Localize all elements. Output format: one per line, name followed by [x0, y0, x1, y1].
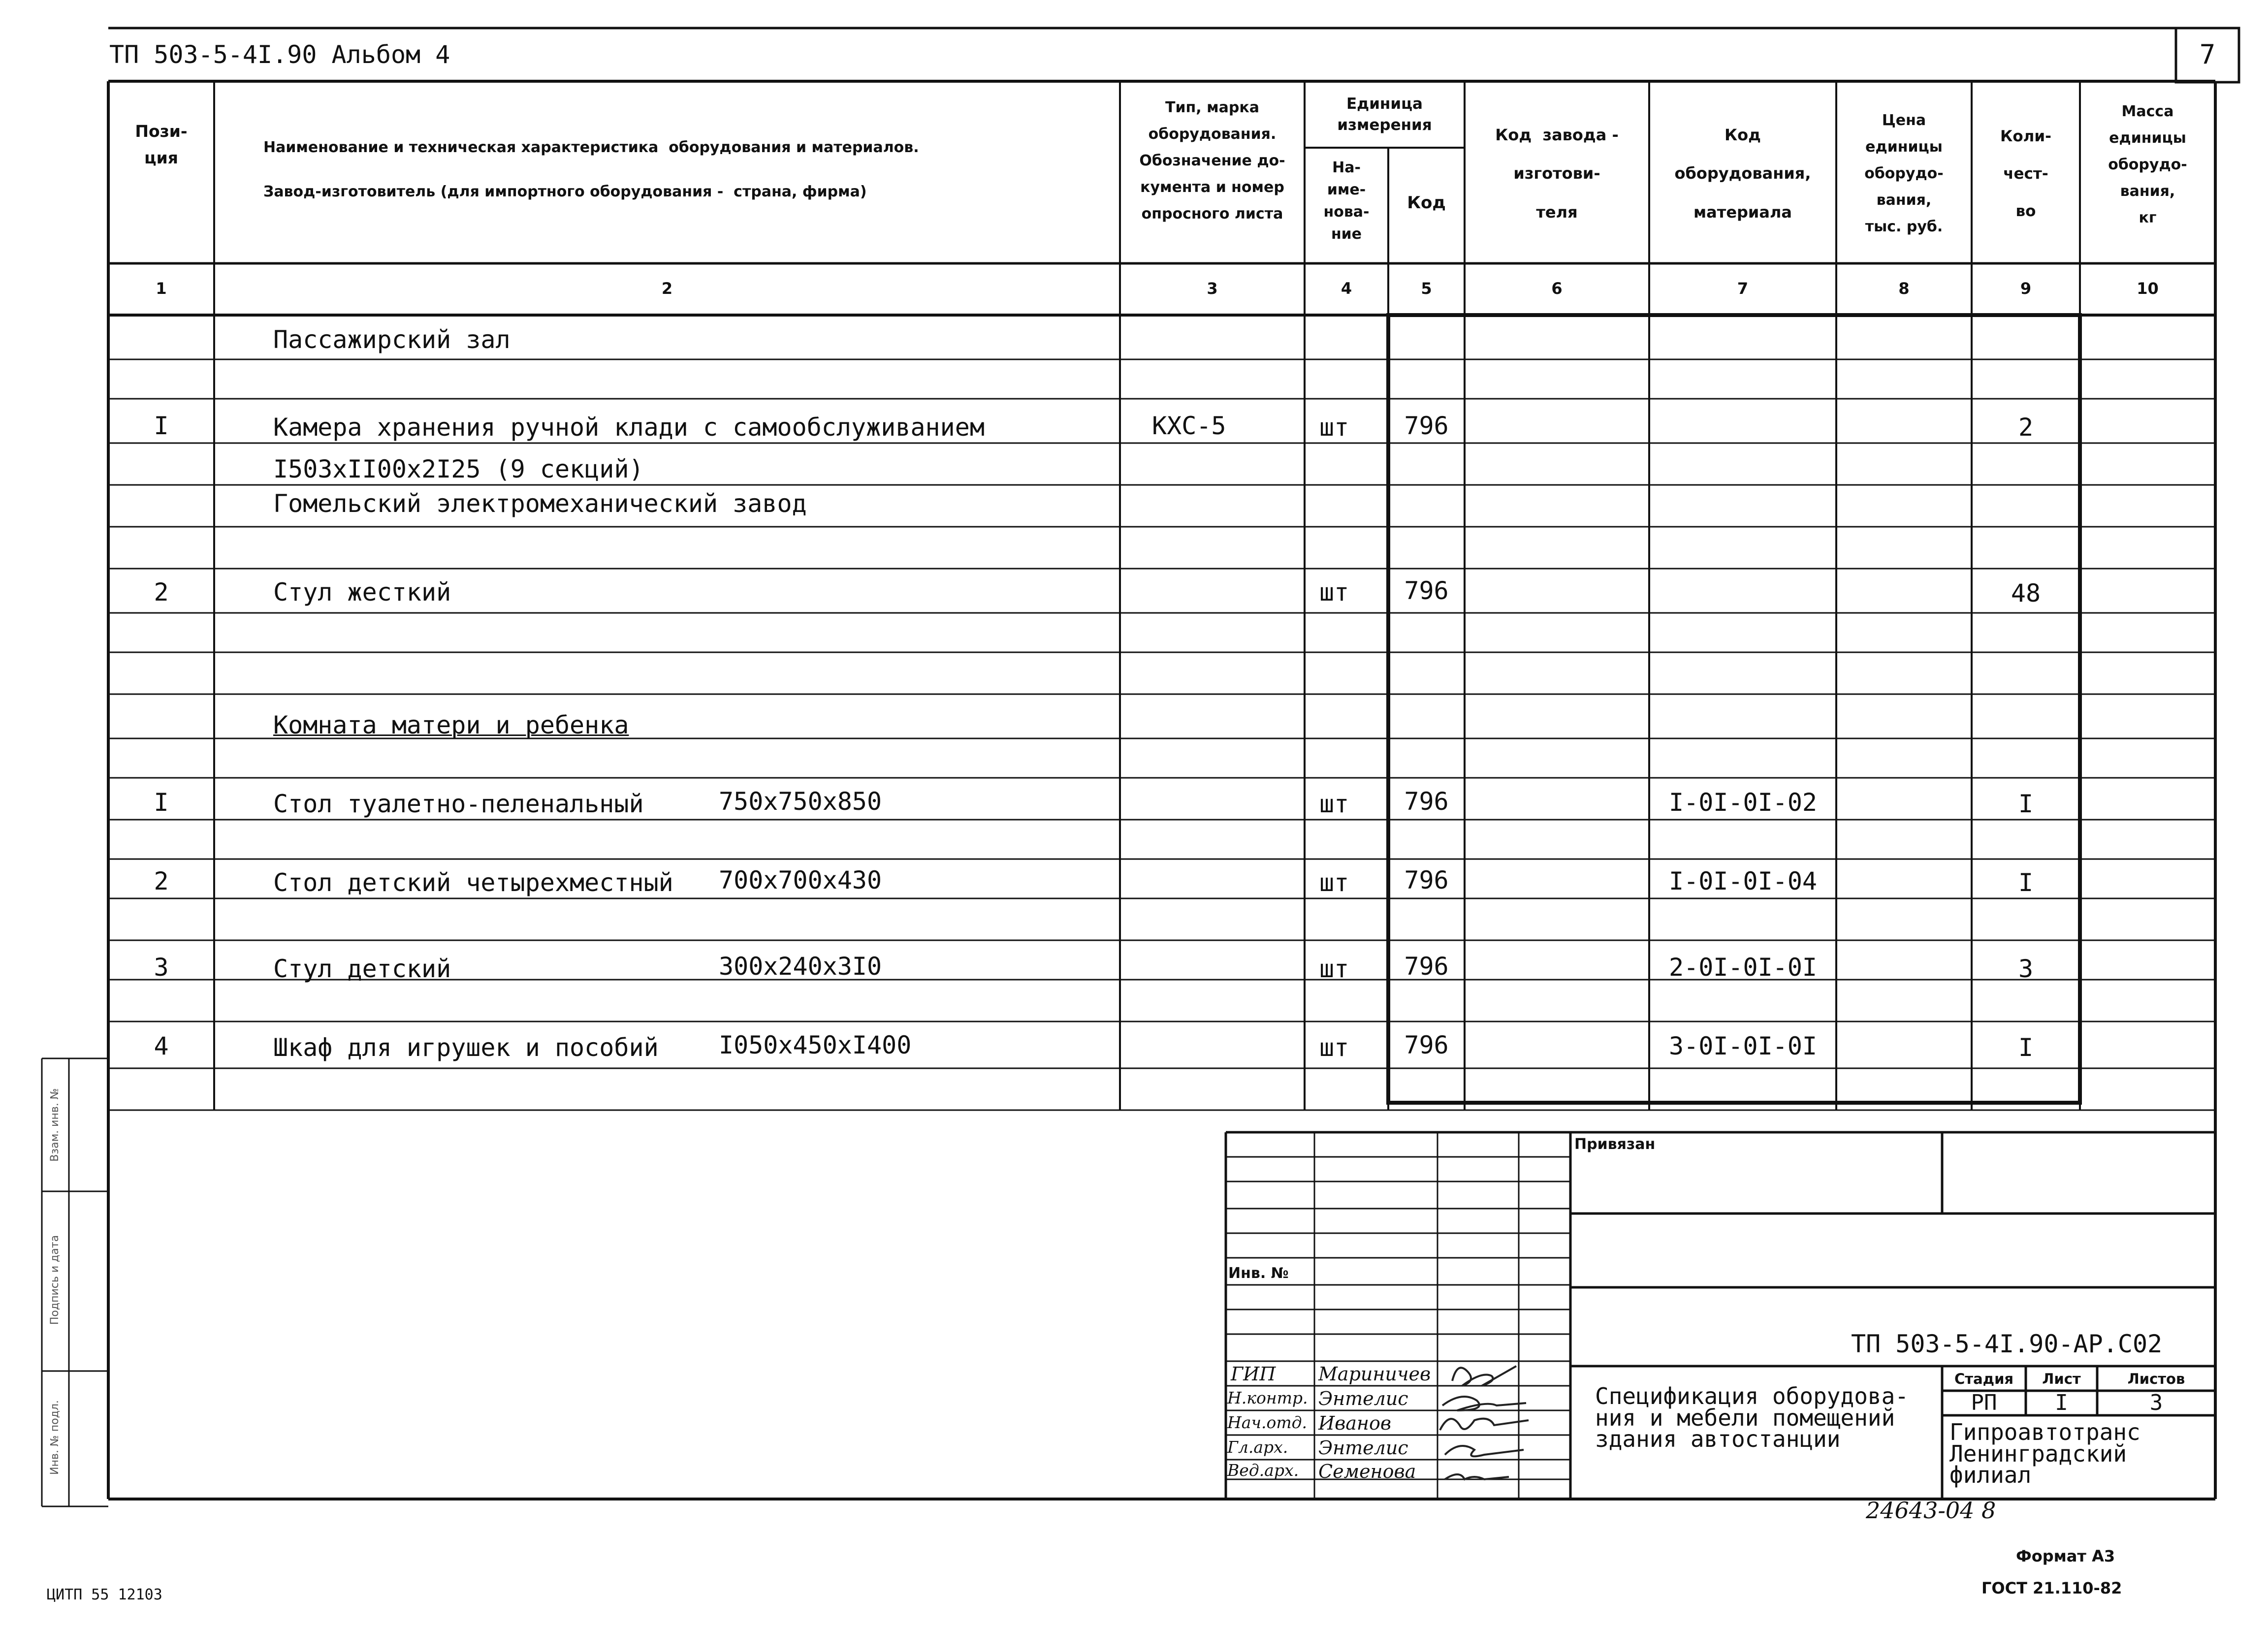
row-dimensions: 700x700x430	[719, 866, 882, 894]
row-quantity: I	[2018, 790, 2034, 818]
gost-label: ГОСТ 21.110-82	[1981, 1579, 2122, 1597]
side-stamp-label: Подпись и дата	[49, 1235, 61, 1325]
print-code: ЦИТП 55 12103	[47, 1586, 162, 1603]
stamp-role: ГИП	[1231, 1363, 1276, 1385]
row-unit-code: 796	[1404, 1031, 1449, 1059]
stamp-stage-value: РП	[1971, 1390, 1997, 1415]
row-equipment-code: 3-0I-0I-0I	[1669, 1032, 1818, 1060]
row-unit: шт	[1319, 578, 1349, 607]
side-stamp-label: Инв. № подл.	[49, 1400, 61, 1475]
row-dimensions: I050x450xI400	[719, 1031, 912, 1059]
row-unit-code: 796	[1404, 576, 1449, 605]
column-header-mass: Масса единицы оборудо- вания, кг	[2108, 103, 2187, 226]
column-number-5: 5	[1421, 279, 1432, 298]
document-header: ТП 503-5-4I.90 Альбом 4	[109, 40, 450, 69]
row-position: 2	[154, 867, 169, 895]
row-quantity: 48	[2011, 579, 2041, 607]
column-header-price: Цена единицы оборудо- вания, тыс. руб.	[1864, 112, 1944, 235]
column-number-4: 4	[1341, 279, 1352, 298]
side-stamp-label: Взам. инв. №	[49, 1088, 61, 1162]
stamp-role: Нач.отд.	[1227, 1413, 1308, 1432]
row-name: Камера хранения ручной клади с самообслуживанием	[273, 413, 985, 442]
stamp-inventory-label: Инв. №	[1228, 1265, 1289, 1282]
column-number-2: 2	[661, 279, 673, 298]
row-equipment-code: I-0I-0I-02	[1669, 788, 1818, 817]
stamp-person-name: Мариничев	[1318, 1363, 1431, 1385]
stamp-role: Вед.арх.	[1227, 1461, 1299, 1480]
column-number-6: 6	[1551, 279, 1563, 298]
row-quantity: I	[2018, 868, 2034, 897]
column-number-7: 7	[1737, 279, 1749, 298]
row-name: Шкаф для игрушек и пособий	[273, 1033, 659, 1062]
row-equipment-code: I-0I-0I-04	[1669, 867, 1818, 895]
page-number: 7	[2199, 39, 2216, 70]
column-header-maker-code: Код завода - изготови- теля	[1495, 126, 1619, 222]
stamp-stage-label: Стадия	[1954, 1371, 2014, 1387]
stamp-sheet-value: I	[2055, 1390, 2068, 1415]
stamp-privyazan-label: Привязан	[1574, 1136, 1656, 1153]
column-header-unit-group: Единица измерения	[1337, 95, 1432, 134]
stamp-person-name: Энтелис	[1318, 1388, 1408, 1409]
row-position: 4	[154, 1032, 169, 1060]
stamp-document-title: Спецификация оборудова- ния и мебели помещений здания автостанции	[1595, 1383, 1909, 1453]
column-number-3: 3	[1207, 279, 1218, 298]
section-heading: Комната матери и ребенка	[273, 711, 629, 739]
column-header-type: Тип, марка оборудования. Обозначение до- кумента и номер опросного листа	[1139, 99, 1285, 223]
column-header-unit-code: Код	[1407, 193, 1446, 213]
column-header-equipment-code: Код оборудования, материала	[1674, 126, 1811, 222]
row-position: I	[154, 788, 169, 817]
stamp-sheet-label: Лист	[2042, 1371, 2081, 1387]
stamp-person-name: Энтелис	[1318, 1437, 1408, 1459]
row-unit: шт	[1319, 955, 1349, 983]
row-position: 2	[154, 578, 169, 607]
row-name: Стул жесткий	[273, 578, 451, 607]
stamp-person-name: Иванов	[1318, 1412, 1391, 1434]
row-unit-code: 796	[1404, 412, 1449, 440]
format-label: Формат А3	[2016, 1547, 2115, 1565]
stamp-role: Н.контр.	[1227, 1388, 1308, 1407]
row-position: I	[154, 412, 169, 440]
row-unit-code: 796	[1404, 952, 1449, 981]
column-number-9: 9	[2020, 279, 2032, 298]
row-unit: шт	[1319, 1033, 1349, 1062]
row-dimensions: 750x750x850	[719, 787, 882, 816]
stamp-sheets-label: Листов	[2127, 1371, 2185, 1387]
stamp-role: Гл.арх.	[1227, 1437, 1288, 1457]
column-number-8: 8	[1898, 279, 1910, 298]
stamp-organization: Гипроавтотранс Ленинградский филиал	[1949, 1419, 2140, 1489]
column-header-name: Наименование и техническая характеристика оборудования и материалов. Завод-изготовитель (для импортного оборудования - страна, фирма)	[263, 139, 919, 200]
stamp-person-name: Семенова	[1318, 1461, 1416, 1482]
row-name: I503xII00x2I25 (9 секций)	[273, 455, 644, 483]
stamp-document-code: ТП 503-5-4I.90-АР.С02	[1851, 1330, 2163, 1358]
row-unit-code: 796	[1404, 787, 1449, 816]
row-name: Гомельский электромеханический завод	[273, 489, 807, 518]
row-unit-code: 796	[1404, 866, 1449, 894]
column-header-quantity: Коли- чест- во	[2000, 128, 2051, 220]
row-dimensions: 300x240x3I0	[719, 952, 882, 981]
row-equipment-code: 2-0I-0I-0I	[1669, 953, 1818, 982]
row-name: Стол детский четырехместный	[273, 868, 673, 897]
row-position: 3	[154, 953, 169, 982]
archive-number: 24643-04 8	[1866, 1497, 1996, 1524]
row-unit: шт	[1319, 790, 1349, 818]
row-quantity: 2	[2018, 413, 2034, 442]
row-name: Стол туалетно-пеленальный	[273, 790, 644, 818]
column-header-unit-name: На- име- нова- ние	[1323, 159, 1370, 243]
section-heading: Пассажирский зал	[273, 325, 511, 354]
row-unit: шт	[1319, 413, 1349, 442]
row-quantity: 3	[2018, 955, 2034, 983]
column-number-1: 1	[156, 279, 167, 298]
row-unit: шт	[1319, 868, 1349, 897]
column-number-10: 10	[2137, 279, 2159, 298]
column-header-position: Пози- ция	[135, 122, 188, 168]
row-name: Стул детский	[273, 955, 451, 983]
row-quantity: I	[2018, 1033, 2034, 1062]
row-type: КХС-5	[1152, 412, 1226, 440]
stamp-sheets-value: 3	[2149, 1390, 2163, 1415]
